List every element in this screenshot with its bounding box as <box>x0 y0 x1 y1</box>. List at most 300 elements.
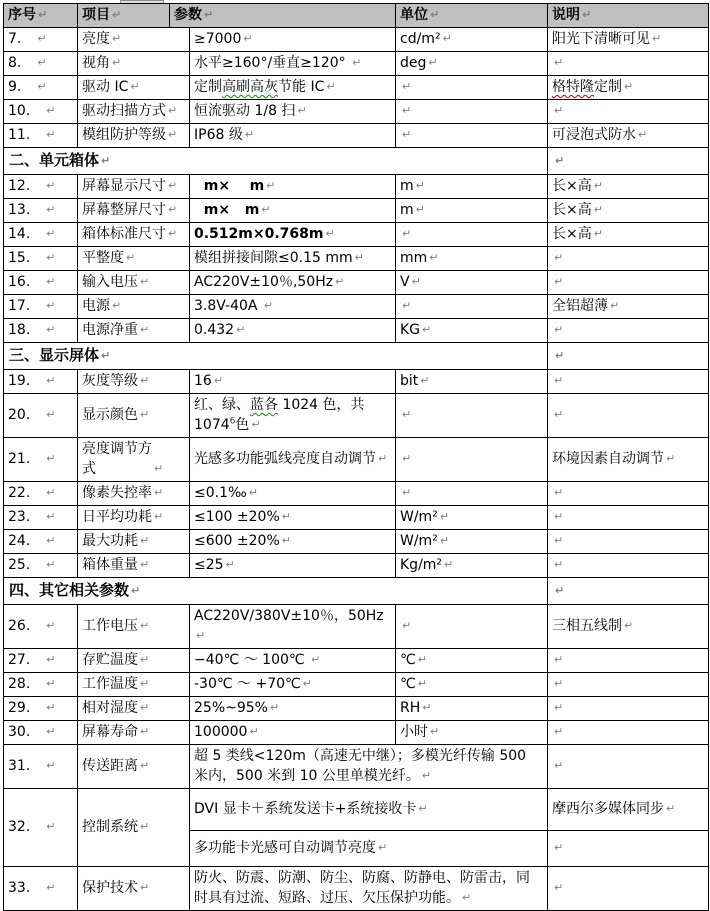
item-cell[interactable] <box>78 697 190 721</box>
unit-cell[interactable] <box>396 319 548 343</box>
paragraph-mark-icon: ↵ <box>46 179 56 192</box>
param-cell-text: m× m <box>194 202 260 218</box>
param-cell-text: 0.432 <box>194 322 235 338</box>
serial-cell[interactable] <box>4 745 78 789</box>
paragraph-mark-icon: ↵ <box>422 323 432 336</box>
item-cell[interactable] <box>78 247 190 271</box>
paragraph-mark-icon: ↵ <box>554 486 564 499</box>
item-cell[interactable] <box>78 605 190 649</box>
paragraph-mark-icon: ↵ <box>411 275 421 288</box>
table-row <box>4 649 709 673</box>
spellcheck-squiggle: 格特隆 <box>552 79 594 95</box>
table-row <box>4 789 709 831</box>
paragraph-mark-icon: ↵ <box>281 510 291 523</box>
item-cell[interactable] <box>78 223 190 247</box>
paragraph-mark-icon: ↵ <box>140 323 150 336</box>
paragraph-mark-icon: ↵ <box>46 452 56 465</box>
note-cell[interactable] <box>548 673 709 697</box>
paragraph-mark-icon: ↵ <box>610 299 620 312</box>
paragraph-mark-icon: ↵ <box>420 374 430 387</box>
serial-cell-text: 12. <box>8 178 31 194</box>
paragraph-mark-icon: ↵ <box>196 629 206 642</box>
item-cell[interactable] <box>78 530 190 554</box>
unit-cell[interactable] <box>396 175 548 199</box>
item-cell[interactable] <box>78 789 190 867</box>
param-cell[interactable] <box>190 223 396 247</box>
item-cell[interactable] <box>78 506 190 530</box>
paragraph-mark-icon: ↵ <box>439 534 450 547</box>
param-cell[interactable] <box>190 394 396 438</box>
note-cell[interactable] <box>548 52 709 76</box>
paragraph-mark-icon: ↵ <box>101 154 111 167</box>
unit-cell[interactable] <box>396 605 548 649</box>
unit-cell[interactable] <box>396 506 548 530</box>
param-cell[interactable] <box>190 100 396 124</box>
section-title-cell[interactable] <box>4 578 548 605</box>
param-cell[interactable] <box>190 745 548 789</box>
paragraph-mark-icon: ↵ <box>555 154 565 167</box>
item-cell[interactable] <box>78 438 190 482</box>
unit-cell[interactable] <box>396 52 548 76</box>
item-cell-text: 箱体重量 <box>82 557 138 573</box>
table-row <box>4 554 709 578</box>
paragraph-mark-icon: ↵ <box>140 534 150 547</box>
paragraph-mark-icon: ↵ <box>236 323 246 336</box>
paragraph-mark-icon: ↵ <box>46 251 56 264</box>
note-cell-text: 格特隆定制 <box>552 79 622 95</box>
param-cell[interactable] <box>190 554 396 578</box>
col-header-note-text: 说明 <box>552 7 580 23</box>
param-cell-text: 模组拼接间隙≤0.15 mm <box>194 250 353 266</box>
unit-cell-text: Kg/m² <box>400 557 443 573</box>
note-cell[interactable] <box>548 578 709 605</box>
param-cell[interactable] <box>190 789 548 831</box>
paragraph-mark-icon: ↵ <box>112 32 122 45</box>
paragraph-mark-icon: ↵ <box>554 408 564 421</box>
paragraph-mark-icon: ↵ <box>593 179 603 192</box>
item-cell-text: 驱动 IC <box>82 79 129 95</box>
paragraph-mark-icon: ↵ <box>624 80 634 93</box>
param-cell[interactable] <box>190 28 396 52</box>
note-cell[interactable] <box>548 649 709 673</box>
item-cell-text: 平整度 <box>82 250 124 266</box>
serial-cell-text: 22. <box>8 485 31 501</box>
serial-cell[interactable] <box>4 554 78 578</box>
table-row <box>4 28 709 52</box>
note-cell[interactable] <box>548 124 709 148</box>
param-cell[interactable] <box>190 649 396 673</box>
paragraph-mark-icon: ↵ <box>46 619 56 632</box>
serial-cell[interactable] <box>4 52 78 76</box>
item-cell[interactable] <box>78 319 190 343</box>
unit-cell[interactable] <box>396 100 548 124</box>
param-cell[interactable] <box>190 721 396 745</box>
unit-cell[interactable] <box>396 295 548 319</box>
item-cell[interactable] <box>78 295 190 319</box>
note-cell[interactable] <box>548 697 709 721</box>
serial-cell[interactable] <box>4 697 78 721</box>
paragraph-mark-icon: ↵ <box>112 8 122 21</box>
unit-cell[interactable] <box>396 530 548 554</box>
paragraph-mark-icon: ↵ <box>140 558 150 571</box>
paragraph-mark-icon: ↵ <box>140 374 150 387</box>
note-cell[interactable] <box>548 148 709 175</box>
section-title-cell-text: 二、单元箱体 <box>9 151 100 169</box>
serial-cell[interactable] <box>4 223 78 247</box>
unit-cell[interactable] <box>396 673 548 697</box>
item-cell[interactable] <box>78 867 190 911</box>
paragraph-mark-icon: ↵ <box>37 80 47 93</box>
param-cell[interactable] <box>190 52 396 76</box>
unit-cell-text: 小时 <box>400 724 428 740</box>
param-cell[interactable] <box>190 697 396 721</box>
paragraph-mark-icon: ↵ <box>46 510 56 523</box>
serial-cell[interactable] <box>4 394 78 438</box>
unit-cell[interactable] <box>396 438 548 482</box>
serial-cell[interactable] <box>4 789 78 867</box>
paragraph-mark-icon: ↵ <box>46 486 56 499</box>
paragraph-mark-icon: ↵ <box>46 374 56 387</box>
table-row <box>4 867 709 911</box>
note-cell[interactable] <box>548 438 709 482</box>
serial-cell[interactable] <box>4 124 78 148</box>
paragraph-mark-icon: ↵ <box>402 128 412 141</box>
note-cell[interactable] <box>548 271 709 295</box>
section-title-cell[interactable] <box>4 148 548 175</box>
item-cell[interactable] <box>78 100 190 124</box>
param-cell-text: 超 5 类线<120m（高速无中继）；多模光纤传输 500 米内，500 米到 10 公里单模光纤。 <box>194 748 531 784</box>
item-cell[interactable] <box>78 394 190 438</box>
paragraph-mark-icon: ↵ <box>444 558 454 571</box>
paragraph-mark-icon: ↵ <box>554 653 564 666</box>
note-cell[interactable] <box>548 605 709 649</box>
unit-cell-text: V <box>400 274 410 290</box>
paragraph-mark-icon: ↵ <box>378 841 388 854</box>
item-cell[interactable] <box>78 673 190 697</box>
paragraph-mark-icon: ↵ <box>402 299 412 312</box>
unit-cell[interactable] <box>396 649 548 673</box>
unit-cell[interactable] <box>396 28 548 52</box>
item-cell-text: 输入电压 <box>82 274 138 290</box>
table-row <box>4 76 709 100</box>
note-cell[interactable] <box>548 530 709 554</box>
table-row <box>4 223 709 247</box>
item-cell-text: 箱体标准尺寸 <box>82 226 166 242</box>
paragraph-mark-icon: ↵ <box>554 534 564 547</box>
paragraph-mark-icon: ↵ <box>46 299 56 312</box>
serial-cell-text: 14. <box>8 226 31 242</box>
table-row <box>4 697 709 721</box>
paragraph-mark-icon: ↵ <box>101 349 111 362</box>
paragraph-mark-icon: ↵ <box>46 323 56 336</box>
paragraph-mark-icon: ↵ <box>554 677 564 690</box>
paragraph-mark-icon: ↵ <box>46 759 56 772</box>
item-cell[interactable] <box>78 199 190 223</box>
param-cell[interactable] <box>190 295 396 319</box>
paragraph-mark-icon: ↵ <box>126 251 136 264</box>
unit-cell[interactable] <box>396 223 548 247</box>
paragraph-mark-icon: ↵ <box>430 8 440 21</box>
param-cell[interactable] <box>190 271 396 295</box>
serial-cell-text: 21. <box>8 451 31 467</box>
item-cell[interactable] <box>78 175 190 199</box>
note-cell[interactable] <box>548 394 709 438</box>
serial-cell[interactable] <box>4 175 78 199</box>
paragraph-mark-icon: ↵ <box>417 653 427 666</box>
unit-cell[interactable] <box>396 697 548 721</box>
serial-cell[interactable] <box>4 649 78 673</box>
paragraph-mark-icon: ↵ <box>593 227 603 240</box>
serial-cell-text: 17. <box>8 298 31 314</box>
note-cell[interactable] <box>548 295 709 319</box>
note-cell[interactable] <box>548 223 709 247</box>
paragraph-mark-icon: ↵ <box>439 510 450 523</box>
unit-cell[interactable] <box>396 394 548 438</box>
note-cell-text: 全铝超薄 <box>552 298 608 314</box>
param-cell[interactable] <box>190 673 396 697</box>
paragraph-mark-icon: ↵ <box>418 802 428 815</box>
serial-cell-text: 30. <box>8 724 31 740</box>
param-cell-text: 防火、防震、防潮、防尘、防腐、防静电、防雷击，同时具有过流、短路、过压、欠压保护功能。 <box>194 870 530 906</box>
paragraph-mark-icon: ↵ <box>335 275 345 288</box>
serial-cell[interactable] <box>4 295 78 319</box>
paragraph-mark-icon: ↵ <box>37 56 47 69</box>
table-row <box>4 100 709 124</box>
col-header-serial[interactable] <box>4 4 78 28</box>
paragraph-mark-icon: ↵ <box>46 881 56 894</box>
serial-cell-text: 31. <box>8 758 31 774</box>
unit-cell[interactable] <box>396 199 548 223</box>
note-cell[interactable] <box>548 100 709 124</box>
col-header-note[interactable] <box>548 4 709 28</box>
note-cell[interactable] <box>548 370 709 394</box>
paragraph-mark-icon: ↵ <box>402 619 412 632</box>
paragraph-mark-icon: ↵ <box>281 534 291 547</box>
paragraph-mark-icon: ↵ <box>554 510 564 523</box>
param-cell-text: 红、绿、蓝各 1024 色，共 1074$^6$色 <box>194 397 369 433</box>
param-cell[interactable] <box>190 247 396 271</box>
paragraph-mark-icon: ↵ <box>638 128 648 141</box>
serial-cell[interactable] <box>4 673 78 697</box>
note-cell[interactable] <box>548 319 709 343</box>
serial-cell[interactable] <box>4 605 78 649</box>
item-cell[interactable] <box>78 76 190 100</box>
col-header-unit[interactable] <box>396 4 548 28</box>
item-cell[interactable] <box>78 370 190 394</box>
serial-cell[interactable] <box>4 319 78 343</box>
paragraph-mark-icon: ↵ <box>666 452 676 465</box>
unit-cell[interactable] <box>396 271 548 295</box>
note-cell[interactable] <box>548 831 709 867</box>
param-cell-text: 0.512m×0.768m <box>194 226 324 242</box>
table-row <box>4 295 709 319</box>
unit-cell-text: RH <box>400 700 421 716</box>
item-cell[interactable] <box>78 745 190 789</box>
table-row <box>4 482 709 506</box>
param-cell-text: 100000 <box>194 724 248 740</box>
paragraph-mark-icon: ↵ <box>462 891 472 904</box>
note-cell[interactable] <box>548 199 709 223</box>
unit-cell[interactable] <box>396 370 548 394</box>
item-cell[interactable] <box>78 28 190 52</box>
paragraph-mark-icon: ↵ <box>154 510 164 523</box>
paragraph-mark-icon: ↵ <box>402 104 412 117</box>
note-cell[interactable] <box>548 482 709 506</box>
param-cell[interactable] <box>190 76 396 100</box>
param-cell-text: ≤600 ±20% <box>194 533 280 549</box>
section-title-cell[interactable] <box>4 343 548 370</box>
item-cell[interactable] <box>78 554 190 578</box>
serial-cell-text: 18. <box>8 322 31 338</box>
param-cell-text: DVI 显卡＋系统发送卡+系统接收卡 <box>194 801 417 817</box>
serial-cell[interactable] <box>4 100 78 124</box>
serial-cell[interactable] <box>4 721 78 745</box>
table-row <box>4 673 709 697</box>
item-cell[interactable] <box>78 271 190 295</box>
item-cell-text: 相对湿度 <box>82 700 138 716</box>
paragraph-mark-icon: ↵ <box>46 820 56 833</box>
param-cell[interactable] <box>190 482 396 506</box>
paragraph-mark-icon: ↵ <box>243 32 253 45</box>
note-cell-text: 长×高 <box>552 178 592 194</box>
serial-cell[interactable] <box>4 867 78 911</box>
paragraph-mark-icon: ↵ <box>154 486 164 499</box>
paragraph-mark-icon: ↵ <box>554 759 564 772</box>
serial-cell[interactable] <box>4 438 78 482</box>
param-cell[interactable] <box>190 831 548 867</box>
param-cell[interactable] <box>190 319 396 343</box>
note-cell[interactable] <box>548 554 709 578</box>
paragraph-mark-icon: ↵ <box>263 299 274 312</box>
paragraph-mark-icon: ↵ <box>46 128 56 141</box>
serial-cell[interactable] <box>4 76 78 100</box>
param-cell[interactable] <box>190 506 396 530</box>
unit-cell[interactable] <box>396 76 548 100</box>
item-cell-text: 屏幕显示尺寸 <box>82 178 166 194</box>
note-cell-text: 三相五线制 <box>552 618 622 634</box>
paragraph-mark-icon: ↵ <box>213 374 224 387</box>
paragraph-mark-icon: ↵ <box>402 227 412 240</box>
param-cell[interactable] <box>190 199 396 223</box>
paragraph-mark-icon: ↵ <box>402 408 412 421</box>
serial-cell[interactable] <box>4 199 78 223</box>
paragraph-mark-icon: ↵ <box>269 701 280 714</box>
note-cell[interactable] <box>548 76 709 100</box>
unit-cell[interactable] <box>396 247 548 271</box>
paragraph-mark-icon: ↵ <box>154 462 164 475</box>
col-header-param-text: 参数 <box>174 7 202 23</box>
paragraph-mark-icon: ↵ <box>168 179 178 192</box>
unit-cell[interactable] <box>396 482 548 506</box>
paragraph-mark-icon: ↵ <box>554 323 564 336</box>
paragraph-mark-icon: ↵ <box>140 653 150 666</box>
serial-cell-text: 25. <box>8 557 31 573</box>
serial-cell-text: 9. <box>8 79 22 95</box>
paragraph-mark-icon: ↵ <box>554 558 564 571</box>
item-cell[interactable] <box>78 482 190 506</box>
col-header-item-text: 项目 <box>82 7 110 23</box>
paragraph-mark-icon: ↵ <box>415 203 425 216</box>
table-row <box>4 319 709 343</box>
item-cell[interactable] <box>78 649 190 673</box>
param-cell[interactable] <box>190 175 396 199</box>
table-row <box>4 247 709 271</box>
param-cell[interactable] <box>190 605 396 649</box>
serial-cell-text: 23. <box>8 509 31 525</box>
param-cell-text: 3.8V-40A <box>194 298 262 314</box>
spec-table <box>3 3 709 911</box>
note-cell[interactable] <box>548 867 709 911</box>
table-row <box>4 370 709 394</box>
note-cell[interactable] <box>548 789 709 831</box>
serial-cell-text: 27. <box>8 652 31 668</box>
note-cell[interactable] <box>548 343 709 370</box>
col-header-item[interactable] <box>78 4 170 28</box>
table-row <box>4 199 709 223</box>
note-cell-text: 摩西尔多媒体同步 <box>552 801 664 817</box>
note-cell[interactable] <box>548 28 709 52</box>
serial-cell[interactable] <box>4 247 78 271</box>
paragraph-mark-icon: ↵ <box>46 104 56 117</box>
serial-cell[interactable] <box>4 530 78 554</box>
serial-cell[interactable] <box>4 506 78 530</box>
param-cell-text: AC220V/380V±10％，50Hz <box>194 608 384 624</box>
param-cell[interactable] <box>190 438 396 482</box>
serial-cell-text: 19. <box>8 373 31 389</box>
col-header-param[interactable] <box>170 4 396 28</box>
param-cell[interactable] <box>190 867 548 911</box>
note-cell[interactable] <box>548 506 709 530</box>
param-cell[interactable] <box>190 530 396 554</box>
paragraph-mark-icon: ↵ <box>131 584 141 597</box>
unit-cell[interactable] <box>396 554 548 578</box>
serial-cell-text: 7. <box>8 31 22 47</box>
param-cell-text: 25%~95% <box>194 700 268 716</box>
param-cell[interactable] <box>190 370 396 394</box>
item-cell-text: 屏幕整屏尺寸 <box>82 202 166 218</box>
note-cell[interactable] <box>548 247 709 271</box>
paragraph-mark-icon: ↵ <box>168 104 178 117</box>
col-header-serial-text: 序号 <box>8 7 36 23</box>
serial-cell-text: 28. <box>8 676 31 692</box>
unit-cell[interactable] <box>396 721 548 745</box>
item-cell-text: 工作温度 <box>82 676 138 692</box>
paragraph-mark-icon: ↵ <box>354 251 364 264</box>
item-cell[interactable] <box>78 721 190 745</box>
table-header-row <box>4 4 709 28</box>
paragraph-mark-icon: ↵ <box>46 408 56 421</box>
serial-cell[interactable] <box>4 28 78 52</box>
section-row <box>4 578 709 605</box>
unit-cell-text: ℃ <box>400 652 416 668</box>
section-row <box>4 148 709 175</box>
unit-cell-text: m <box>400 178 414 194</box>
unit-cell[interactable] <box>396 124 548 148</box>
item-cell[interactable] <box>78 124 190 148</box>
paragraph-mark-icon: ↵ <box>251 418 261 431</box>
serial-cell[interactable] <box>4 370 78 394</box>
note-cell[interactable] <box>548 721 709 745</box>
paragraph-mark-icon: ↵ <box>204 8 214 21</box>
param-cell[interactable] <box>190 124 396 148</box>
note-cell[interactable] <box>548 745 709 789</box>
item-cell[interactable] <box>78 52 190 76</box>
note-cell[interactable] <box>548 175 709 199</box>
unit-cell-text: mm <box>400 250 428 266</box>
unit-cell-text: ℃ <box>400 676 416 692</box>
serial-cell[interactable] <box>4 271 78 295</box>
serial-cell[interactable] <box>4 482 78 506</box>
